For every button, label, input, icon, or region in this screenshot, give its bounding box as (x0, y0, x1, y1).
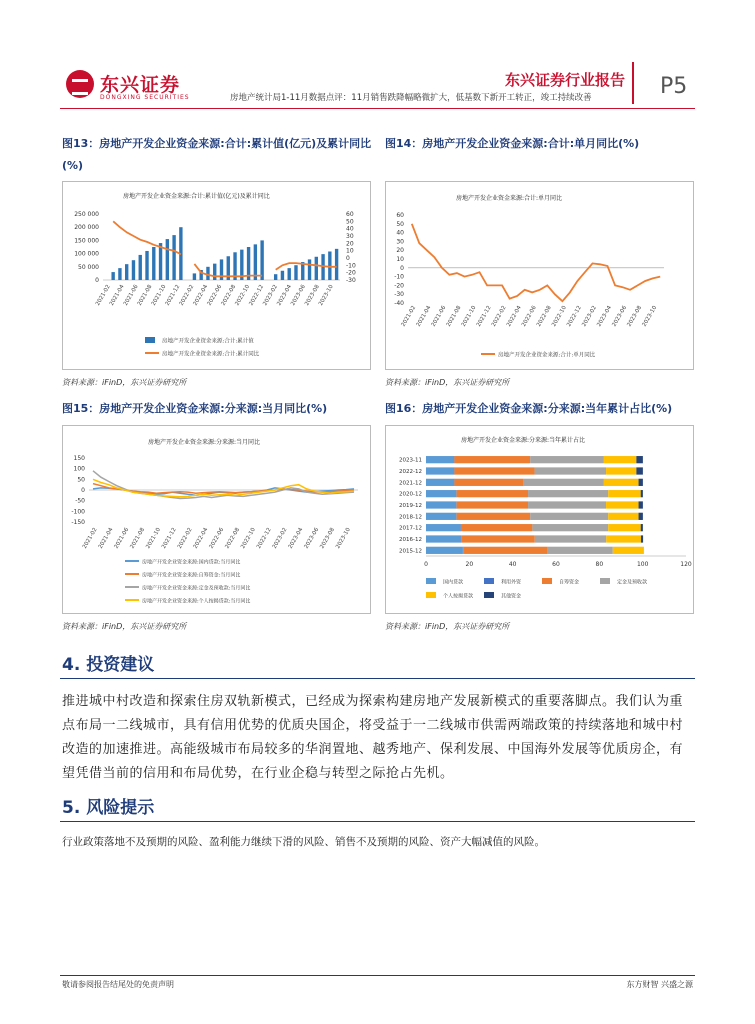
bar-segment (530, 513, 608, 520)
fig16-chart (385, 425, 694, 614)
x-tick-label: 2023-06 (290, 284, 307, 307)
footer-rule (60, 975, 695, 976)
y-tick-label-right: 30 (346, 233, 354, 240)
bar-segment (461, 524, 532, 531)
bar-segment (426, 479, 454, 486)
brand-sub: DONGXING SECURITIES (100, 94, 190, 101)
y-tick-label: -50 (75, 497, 85, 505)
bar-segment (608, 490, 641, 497)
x-tick-label: 2021-08 (136, 284, 154, 307)
report-subtitle: 房地产统计局1-11月数据点评：11月销售跌降幅略微扩大，低基数下新开工转正，竣工持续改善 (230, 93, 592, 103)
legend-swatch (484, 578, 494, 584)
bar (139, 255, 142, 280)
bar-segment (426, 456, 454, 463)
bar-segment (454, 456, 530, 463)
x-tick-label: 0 (424, 561, 428, 568)
x-tick-label: 100 (636, 561, 649, 568)
fig13-chart (62, 181, 371, 370)
y-tick-label: 2015-12 (399, 548, 422, 555)
fig13-svg (63, 182, 370, 369)
x-tick-label: 2021-06 (122, 284, 140, 307)
legend-swatch (484, 592, 494, 598)
chart-title: 房地产开发企业资金来源:合计:累计值(亿元)及累计同比 (123, 193, 270, 200)
x-tick-label: 2023-04 (287, 527, 305, 550)
x-tick-label: 2021-12 (161, 527, 178, 550)
x-tick-label: 2021-12 (475, 305, 493, 328)
bar (335, 249, 338, 280)
x-tick-label: 2023-06 (611, 305, 629, 328)
bar (145, 251, 148, 280)
fig13-source: 资料来源：iFinD，东兴证券研究所 (62, 378, 187, 387)
x-tick-label: 2022-08 (220, 284, 238, 307)
y-tick-label: 0 (400, 264, 404, 272)
fig16-source: 资料来源：iFinD，东兴证券研究所 (385, 622, 510, 631)
x-tick-label: 2022-04 (192, 527, 210, 550)
bar-segment (426, 535, 461, 542)
bar (315, 257, 318, 280)
y-tick-label: 2019-12 (399, 503, 422, 509)
x-tick-label: 2023-08 (304, 284, 321, 307)
y-tick-label: -30 (394, 291, 404, 299)
fig15-chart (62, 425, 371, 614)
legend-swatch (426, 592, 436, 598)
bar-segment (463, 547, 548, 554)
bar-segment (457, 501, 529, 508)
x-tick-label: 2022-06 (208, 527, 226, 550)
legend-swatch (600, 578, 610, 584)
bar-segment (606, 501, 639, 508)
bar-segment (426, 501, 456, 508)
y-tick-label-left: 0 (95, 277, 99, 284)
bar-segment (457, 513, 531, 520)
bar-segment (528, 490, 608, 497)
bar (288, 268, 291, 280)
legend-swatch (145, 337, 155, 343)
fig15-source: 资料来源：iFinD，东兴证券研究所 (62, 622, 187, 631)
y-tick-label-left: 100 000 (74, 250, 99, 258)
y-tick-label: -100 (71, 508, 85, 516)
y-tick-label-left: 250 000 (74, 211, 99, 218)
bar-segment (426, 467, 454, 474)
x-tick-label: 2021-06 (430, 305, 448, 328)
chart-title: 房地产开发企业资金来源:分来源:当年累计占比 (461, 437, 586, 444)
bar (125, 264, 128, 280)
x-tick-label: 2022-10 (234, 284, 252, 307)
y-tick-label-right: 20 (346, 240, 354, 248)
bar-segment (604, 479, 639, 486)
x-tick-label: 2023-06 (303, 527, 321, 550)
x-tick-label: 2022-12 (256, 527, 273, 550)
invest-section-rule (60, 678, 695, 679)
y-tick-label: 2021-12 (399, 480, 422, 487)
x-tick-label: 2023-04 (596, 305, 614, 328)
bar (118, 268, 121, 280)
footer-slogan: 东方财智 兴盛之源 (626, 980, 693, 989)
x-tick-label: 2023-02 (262, 284, 279, 307)
x-tick-label: 2023-04 (276, 284, 293, 307)
legend-label: 房地产开发企业资金来源:个人按揭贷款:当月同比 (142, 598, 251, 605)
bar-segment (548, 547, 613, 554)
bar-segment (608, 513, 638, 520)
bar-segment (613, 547, 643, 554)
y-tick-label: 40 (396, 229, 404, 237)
header-divider (632, 62, 634, 104)
x-tick-label: 120 (680, 561, 692, 568)
bar-segment (426, 547, 463, 554)
x-tick-label: 2021-04 (108, 284, 126, 307)
bar-segment (532, 524, 608, 531)
y-tick-label-right: 50 (346, 218, 354, 226)
x-tick-label: 2023-08 (626, 305, 644, 328)
x-tick-label: 2022-10 (240, 527, 257, 550)
bar-segment (641, 490, 643, 497)
bar-segment (524, 479, 604, 486)
legend-label: 个人按揭贷款 (443, 593, 474, 600)
bar-segment (606, 535, 641, 542)
bar (294, 265, 297, 280)
y-tick-label: 30 (396, 238, 404, 246)
y-tick-label-right: 0 (346, 255, 350, 262)
legend-label: 利用外资 (501, 579, 522, 586)
fig14-svg (386, 182, 693, 369)
bar-segment (639, 479, 643, 486)
x-tick-label: 2023-10 (318, 284, 335, 307)
fig14-source: 资料来源：iFinD，东兴证券研究所 (385, 378, 510, 387)
legend-label: 房地产开发企业资金来源:自筹资金:当月同比 (142, 572, 241, 579)
y-tick-label: 2023-11 (399, 457, 422, 464)
bar (328, 251, 331, 280)
y-tick-label: 10 (396, 256, 404, 263)
legend-label: 房地产开发企业资金来源:合计:累计值 (162, 338, 254, 345)
chart-title: 房地产开发企业资金来源:合计:单月同比 (456, 195, 563, 202)
x-tick-label: 2021-02 (400, 305, 418, 328)
bar-segment (530, 456, 604, 463)
bar-segment (528, 501, 606, 508)
x-tick-label: 2023-02 (271, 527, 289, 550)
chart-title: 房地产开发企业资金来源:分来源:当月同比 (148, 439, 261, 446)
y-tick-label: 150 (73, 455, 85, 462)
legend-label: 自筹资金 (559, 579, 580, 586)
y-tick-label: -40 (394, 300, 404, 307)
x-tick-label: 2022-10 (551, 305, 568, 328)
legend-swatch (426, 578, 436, 584)
bar-segment (641, 524, 643, 531)
x-tick-label: 2021-04 (415, 305, 433, 328)
y-tick-label: 50 (396, 220, 404, 228)
bar-segment (454, 479, 523, 486)
bar (308, 259, 311, 280)
bar (206, 267, 209, 280)
bar (111, 272, 114, 280)
page-number: P5 (660, 74, 688, 99)
fig16-title: 图16：房地产开发企业资金来源:分来源:当年累计占比(%) (385, 402, 673, 415)
legend-label: 其他资金 (501, 593, 522, 600)
bar-segment (641, 535, 643, 542)
y-tick-label-right: 60 (346, 211, 354, 218)
legend-label: 房地产开发企业资金来源:合计:累计同比 (162, 351, 260, 358)
bar (213, 264, 216, 280)
y-tick-label: -20 (394, 282, 404, 290)
report-title: 东兴证券行业报告 (505, 71, 626, 89)
x-tick-label: 2021-10 (460, 305, 478, 328)
y-tick-label: -10 (394, 273, 404, 281)
x-tick-label: 2022-12 (566, 305, 583, 328)
legend-swatch (542, 578, 552, 584)
x-tick-label: 2021-08 (129, 527, 147, 550)
x-tick-label: 2021-06 (113, 527, 131, 550)
y-tick-label-right: 10 (346, 247, 354, 255)
bar (132, 260, 135, 280)
y-tick-label: 2020-12 (399, 491, 422, 498)
bar-segment (604, 456, 637, 463)
y-tick-label: 2022-12 (399, 469, 422, 475)
bar-segment (535, 535, 607, 542)
bar (274, 274, 277, 280)
y-tick-label-left: 150 000 (74, 237, 99, 245)
bar (159, 243, 162, 280)
bar (152, 247, 155, 280)
bar-segment (636, 456, 643, 463)
x-tick-label: 2022-04 (192, 284, 210, 307)
bar-segment (639, 513, 643, 520)
fig15-svg (63, 426, 370, 613)
x-tick-label: 2022-04 (505, 305, 523, 328)
x-tick-label: 2023-10 (641, 305, 659, 328)
legend-label: 房地产开发企业资金来源:国内贷款:当月同比 (142, 559, 241, 566)
legend-label: 国内贷款 (443, 579, 464, 586)
risk-section-title: 5. 风险提示 (62, 798, 155, 818)
bar (166, 239, 169, 280)
fig14-title: 图14：房地产开发企业资金来源:合计:单月同比(%) (385, 137, 640, 150)
x-tick-label: 40 (508, 561, 517, 568)
bar (193, 273, 196, 280)
fig13-title: 图13：房地产开发企业资金来源:合计:累计值(亿元)及累计同比(%) (62, 137, 372, 172)
brand-name: 东兴证券 (100, 74, 181, 96)
header-rule (60, 108, 695, 109)
y-tick-label: 2017-12 (399, 525, 422, 532)
y-tick-label: 60 (396, 212, 404, 219)
x-tick-label: 2022-06 (206, 284, 224, 307)
y-tick-label: 2016-12 (399, 537, 422, 543)
invest-section-title: 4. 投资建议 (62, 655, 155, 675)
y-tick-label-right: 40 (346, 225, 354, 233)
x-tick-label: 2022-02 (178, 284, 196, 307)
bar-segment (426, 513, 456, 520)
y-tick-label: 100 (73, 465, 85, 473)
bar (172, 235, 175, 280)
y-tick-label: 20 (396, 247, 404, 255)
y-tick-label-right: -20 (346, 269, 356, 277)
y-tick-label: 2018-12 (399, 514, 422, 521)
x-tick-label: 2021-08 (445, 305, 463, 328)
bar-segment (606, 467, 636, 474)
bar-segment (535, 467, 607, 474)
bar (254, 244, 257, 280)
fig14-chart (385, 181, 694, 370)
x-tick-label: 2022-08 (224, 527, 242, 550)
risk-section-body: 行业政策落地不及预期的风险、盈利能力继续下滑的风险、销售不及预期的风险、资产大幅减值的风险。 (62, 836, 545, 848)
x-tick-label: 2022-06 (521, 305, 538, 328)
y-tick-label-left: 50 000 (78, 263, 99, 271)
x-tick-label: 2022-12 (248, 284, 266, 307)
bar-segment (639, 501, 643, 508)
brand-logo-icon (66, 70, 94, 98)
bar-segment (636, 467, 643, 474)
y-tick-label: 50 (77, 476, 85, 484)
risk-section-rule (60, 821, 695, 822)
x-tick-label: 2021-10 (150, 284, 168, 307)
series-line (412, 224, 660, 301)
bar-segment (461, 535, 535, 542)
bar-segment (457, 490, 529, 497)
bar (260, 240, 263, 280)
y-tick-label: -150 (71, 519, 85, 526)
series-line (93, 479, 354, 497)
bar-segment (454, 467, 534, 474)
fig16-svg (386, 426, 693, 613)
bar (281, 271, 284, 280)
bar-segment (608, 524, 641, 531)
x-tick-label: 2023-02 (581, 305, 598, 328)
x-tick-label: 2021-04 (97, 527, 115, 550)
x-tick-label: 2021-02 (81, 527, 99, 550)
x-tick-label: 2021-12 (164, 284, 182, 307)
x-tick-label: 80 (595, 561, 604, 568)
x-tick-label: 2021-10 (145, 527, 162, 550)
legend-label: 房地产开发企业资金来源:合计:单月同比 (498, 352, 596, 359)
x-tick-label: 60 (552, 561, 560, 568)
x-tick-label: 20 (465, 561, 474, 568)
bar-segment (426, 490, 456, 497)
x-tick-label: 2023-10 (335, 527, 352, 550)
x-tick-label: 2022-08 (536, 305, 553, 328)
legend-label: 房地产开发企业资金来源:定金及预收款:当月同比 (142, 585, 251, 592)
y-tick-label-left: 200 000 (74, 224, 99, 232)
x-tick-label: 2021-02 (95, 284, 112, 307)
y-tick-label-right: -30 (346, 277, 356, 284)
x-tick-label: 2023-08 (319, 527, 336, 550)
fig15-title: 图15：房地产开发企业资金来源:分来源:当月同比(%) (62, 402, 328, 415)
x-tick-label: 2022-02 (176, 527, 194, 550)
bar-segment (426, 524, 461, 531)
invest-section-body: 推进城中村改造和探索住房双轨新模式，已经成为探索构建房地产发展新模式的重要落脚点。我们认为重点布局一二线城市，具有信用优势的优质央国企，将受益于一二线城市供需两端政策的持续落地和城中村改造的加速推进。高能级城市布局较多的华润置地、越秀地产、保利发展、中国海外发展等优质房企，有望凭借当前的信用和布局优势，在行业企稳与转型之际抢占先机。 (62, 694, 684, 781)
footer-disclaimer: 敬请参阅报告结尾处的免责声明 (62, 980, 174, 989)
legend-label: 定金及预收款 (617, 579, 648, 586)
y-tick-label-right: -10 (346, 262, 356, 270)
y-tick-label: 0 (81, 487, 85, 494)
x-tick-label: 2022-02 (490, 305, 508, 328)
